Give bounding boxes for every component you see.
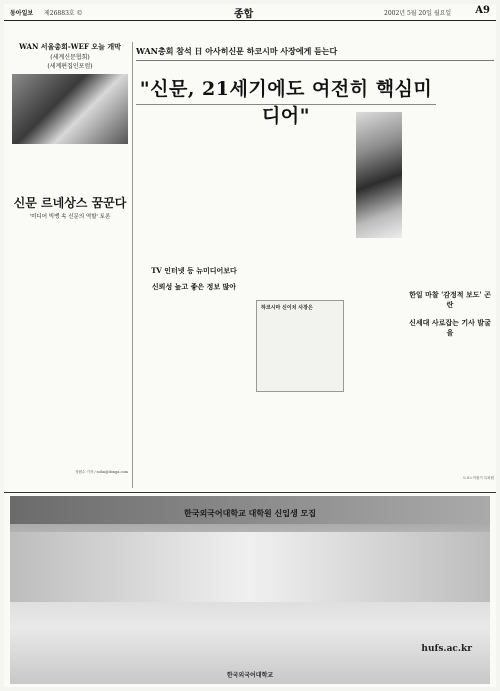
pull-quote-1 (149, 266, 239, 298)
main-body-col-1b (146, 312, 242, 484)
profile-row (257, 324, 343, 326)
profile-box (256, 300, 344, 392)
pull-quote-2-sub: 신세대 사로잡는 기사 발굴을 (409, 318, 491, 337)
ad-university-name: 한국외국어대학교 (226, 672, 274, 679)
left-headline: 신문 르네상스 꿈꾼다 (13, 196, 127, 210)
event-sub1: (세계신문협회) (50, 54, 90, 61)
left-story (10, 42, 130, 482)
main-headline: "신문, 21세기에도 여전히 핵심미디어" (139, 78, 433, 127)
profile-box-title: 하코시마 신이치 사장은 (261, 305, 313, 311)
main-body-col-2c (252, 396, 346, 486)
event-photo-caption (12, 146, 128, 180)
main-body-col-3 (404, 124, 494, 284)
section-name: 종합 (234, 9, 254, 20)
left-byline: 정원수 기자 / sohn@donga.com (75, 470, 128, 474)
headline-rule (136, 104, 436, 105)
ad-title: 한국외국어대학교 대학원 신입생 모집 (183, 508, 316, 518)
main-byline: 도쿄=이원기 특파원 (462, 476, 494, 480)
interview-portrait (356, 112, 402, 238)
event-title: WAN 서울총회-WEF 오늘 개막 (19, 42, 121, 51)
ad-divider (4, 492, 496, 493)
main-body-col-1 (146, 124, 242, 262)
event-sub2: (세계편집인포럼) (47, 63, 93, 70)
series-title: WAN총회 참석 日 아사히신문 하코시마 사장에게 듣는다 (136, 46, 494, 61)
publish-date: 2002년 5월 20일 월요일 (384, 10, 452, 17)
event-photo (12, 74, 128, 144)
ad-url: hufs.ac.kr (421, 644, 472, 654)
newspaper-page (4, 4, 496, 687)
left-subheads (10, 214, 130, 221)
ad-photo-strip (10, 532, 490, 602)
left-story-header (10, 42, 130, 70)
page-number: A9 (475, 5, 490, 16)
main-body-col-2b (252, 266, 346, 296)
left-body-text (12, 234, 128, 466)
portrait-caption (252, 240, 346, 262)
pull-quote-1-title: TV 인터넷 등 뉴미디어보다 (151, 266, 237, 275)
issue-number: 제26883호 © (44, 10, 83, 17)
pull-quote-2-title: 한일 마찰 '감정적 보도' 곤란 (409, 290, 491, 309)
main-body-col-2 (252, 124, 346, 238)
paper-name: 동아일보 (10, 10, 34, 17)
column-divider (132, 42, 133, 488)
left-subhead-2: '미디어 빅뱅 속 신문의 역할' 토론 (29, 214, 111, 220)
masthead (4, 4, 496, 21)
main-body-col-3b (404, 334, 494, 474)
pull-quote-1-sub: 신뢰성 높고 좋은 정보 많아 (151, 282, 237, 291)
university-ad (10, 496, 490, 684)
